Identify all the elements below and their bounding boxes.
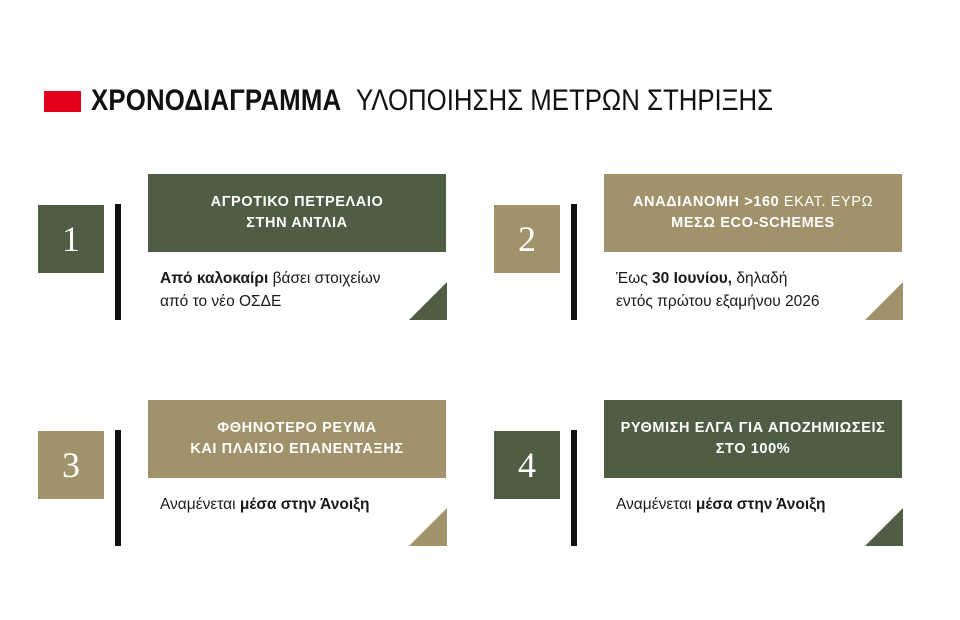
measure-description (616, 267, 866, 313)
step-number: 1 (38, 205, 104, 273)
vertical-divider (571, 430, 577, 546)
measure-title-line: ΦΘΗΝΟΤΕΡΟ ΡΕΥΜΑ (217, 420, 377, 436)
desc-text: Αναμένεται (616, 496, 696, 513)
title-light: ΥΛΟΠΟΙΗΣΗΣ ΜΕΤΡΩΝ ΣΤΗΡΙΞΗΣ (356, 84, 774, 117)
measure-description (616, 493, 866, 516)
desc-bold: μέσα στην Άνοιξη (239, 496, 370, 513)
timeline-item-4 (494, 400, 914, 550)
measure-title-line: ΣΤΟ 100% (715, 441, 791, 457)
measure-title-box (148, 400, 446, 478)
measure-title-box (604, 174, 902, 252)
desc-text: δηλαδή (732, 270, 788, 287)
page-header (44, 78, 841, 124)
timeline-item-3 (38, 400, 458, 550)
desc-bold: μέσα στην Άνοιξη (695, 496, 826, 513)
measure-description (160, 267, 410, 313)
measure-title-box (148, 174, 446, 252)
desc-text: εντός πρώτου εξαμήνου 2026 (616, 293, 820, 310)
measure-title-line: ΚΑΙ ΠΛΑΙΣΙΟ ΕΠΑΝΕΝΤΑΞΗΣ (190, 441, 404, 457)
desc-text: από το νέο ΟΣΔΕ (160, 293, 282, 310)
desc-bold: Από καλοκαίρι (160, 270, 269, 287)
red-accent-mark (44, 91, 81, 112)
step-number: 2 (494, 205, 560, 273)
desc-bold: 30 Ιουνίου, (652, 270, 733, 287)
step-number: 4 (494, 431, 560, 499)
vertical-divider (115, 430, 121, 546)
timeline-item-2 (494, 174, 914, 324)
measure-description (160, 493, 410, 516)
vertical-divider (571, 204, 577, 320)
desc-text: Έως (616, 270, 653, 287)
measure-title-line: ΑΝΑΔΙΑΝΟΜΗ >160 (632, 194, 780, 210)
vertical-divider (115, 204, 121, 320)
timeline-item-1 (38, 174, 458, 324)
corner-triangle-icon (409, 282, 447, 320)
measure-title-line: ΣΤΗΝ ΑΝΤΛΙΑ (246, 215, 348, 231)
measure-title-line: ΜΕΣΩ ECO-SCHEMES (671, 215, 835, 231)
corner-triangle-icon (865, 508, 903, 546)
title-bold: ΧΡΟΝΟΔΙΑΓΡΑΜΜΑ (91, 84, 342, 117)
measure-title-line: ΡΥΘΜΙΣΗ ΕΛΓΑ ΓΙΑ ΑΠΟΖΗΜΙΩΣΕΙΣ (620, 420, 886, 436)
measure-title-box (604, 400, 902, 478)
corner-triangle-icon (865, 282, 903, 320)
desc-text: βάσει στοιχείων (268, 270, 381, 287)
measure-title-line-light: ΕΚΑΤ. ΕΥΡΩ (779, 194, 874, 210)
step-number: 3 (38, 431, 104, 499)
measure-title-line: ΑΓΡΟΤΙΚΟ ΠΕΤΡΕΛΑΙΟ (210, 194, 384, 210)
corner-triangle-icon (409, 508, 447, 546)
desc-text: Αναμένεται (160, 496, 240, 513)
